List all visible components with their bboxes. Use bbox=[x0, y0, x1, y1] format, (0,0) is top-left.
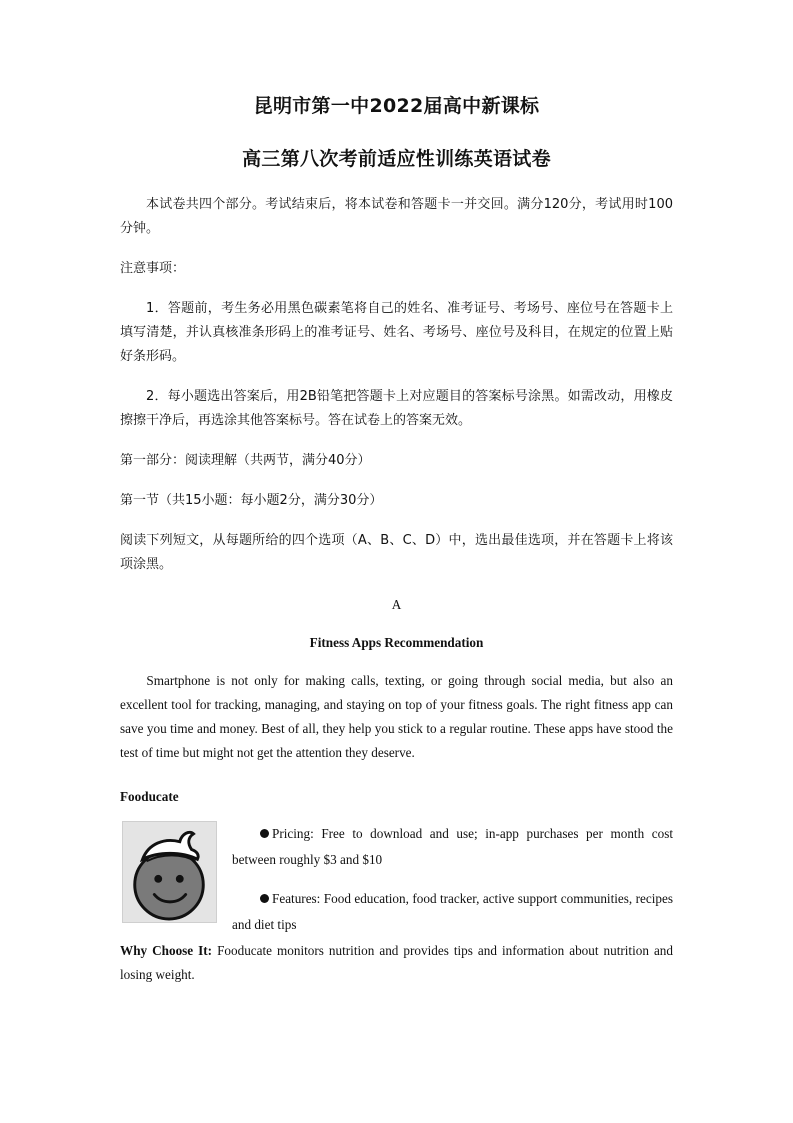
why-choose-text: Fooducate monitors nutrition and provides tips and information about nutrition and losing weight. bbox=[120, 943, 673, 982]
section1-heading: 第一节（共15小题：每小题2分，满分30分） bbox=[120, 493, 383, 508]
app-features-text: Features: Food education, food tracker, active support communities, recipes and diet tips bbox=[232, 891, 673, 932]
fooducate-logo-icon bbox=[122, 821, 217, 923]
exam-intro: 本试卷共四个部分。考试结束后，将本试卷和答题卡一并交回。满分120分，考试用时100分钟。 bbox=[120, 197, 673, 236]
app-pricing-item bbox=[232, 821, 673, 873]
app-features-item bbox=[232, 886, 673, 938]
exam-title-line2: 高三第八次考前适应性训练英语试卷 bbox=[242, 148, 551, 170]
bullet-icon bbox=[260, 894, 269, 903]
app-name-fooducate: Fooducate bbox=[120, 789, 179, 804]
exam-page bbox=[120, 92, 673, 987]
exam-title-line1: 昆明市第一中2022届高中新课标 bbox=[253, 95, 540, 117]
app-pricing-text: Pricing: Free to download and use; in-app purchases per month cost between roughly $3 and $10 bbox=[232, 826, 673, 867]
bullet-icon bbox=[260, 829, 269, 838]
app-why-choose bbox=[120, 939, 673, 987]
passage-intro: Smartphone is not only for making calls, texting, or going through social media, but also an excellent tool for tracking, managing, and staying on top of your fitness goals. The right fitness app can save you time and money. Best of all, they help you stick to a regular routine. These apps have stood the test of time but might not get the attention they deserve. bbox=[120, 673, 673, 760]
passage-title: Fitness Apps Recommendation bbox=[309, 635, 484, 650]
app-details-fooducate bbox=[232, 821, 673, 938]
notes-item-1: 1．答题前，考生务必用黑色碳素笔将自己的姓名、准考证号、考场号、座位号在答题卡上填写清楚，并认真核准条形码上的准考证号、姓名、考场号、座位号及科目，在规定的位置上贴好条形码。 bbox=[120, 301, 673, 364]
reading-instruction: 阅读下列短文，从每题所给的四个选项（A、B、C、D）中，选出最佳选项，并在答题卡上将该项涂黑。 bbox=[120, 533, 673, 572]
notes-item-2: 2．每小题选出答案后，用2B铅笔把答题卡上对应题目的答案标号涂黑。如需改动，用橡皮擦擦干净后，再选涂其他答案标号。答在试卷上的答案无效。 bbox=[120, 389, 673, 428]
why-choose-label: Why Choose It: bbox=[120, 943, 213, 958]
notes-heading: 注意事项： bbox=[120, 261, 186, 276]
passage-label: A bbox=[391, 597, 402, 612]
app-block-fooducate bbox=[120, 821, 673, 939]
part1-heading: 第一部分：阅读理解（共两节，满分40分） bbox=[120, 453, 371, 468]
